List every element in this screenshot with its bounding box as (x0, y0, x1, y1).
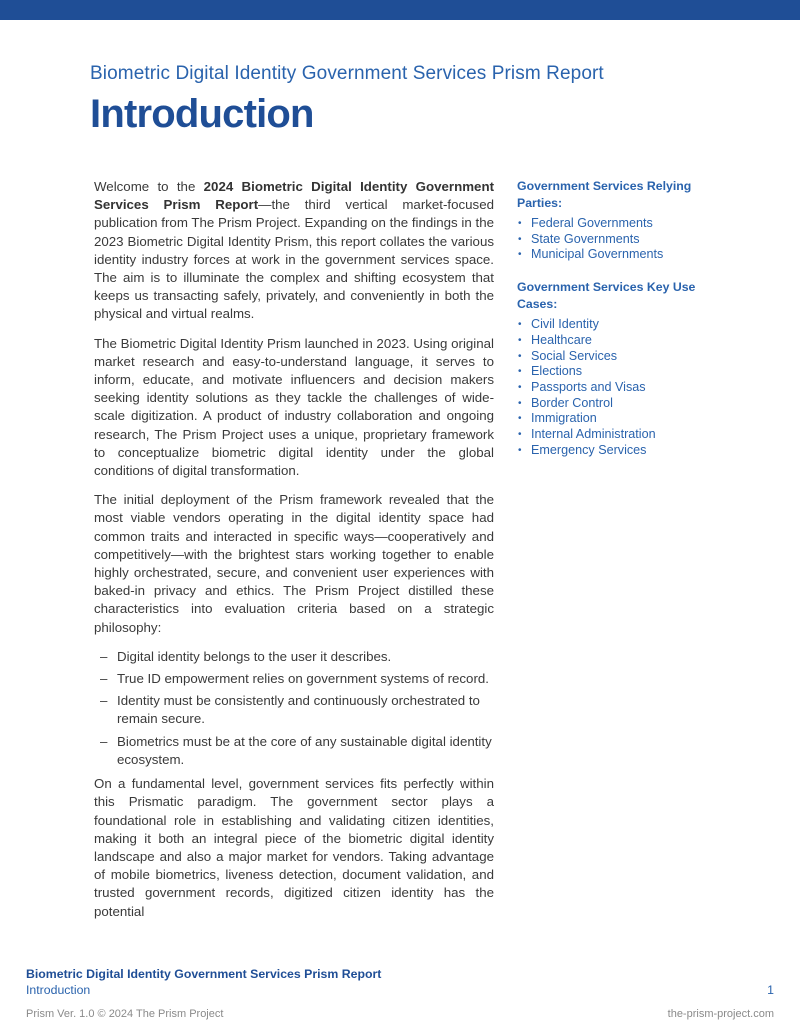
footer-section-name: Introduction (26, 983, 91, 997)
copyright-notice: Prism Ver. 1.0 © 2024 The Prism Project (26, 1008, 224, 1020)
main-body (94, 178, 494, 932)
bullet-icon: • (518, 218, 522, 229)
list-item: • Municipal Governments (518, 247, 664, 262)
list-item: • Social Services (518, 348, 618, 363)
list-item: • Elections (518, 364, 583, 379)
bullet-icon: • (518, 334, 522, 346)
bullet-icon: • (518, 429, 522, 441)
list-item: – True ID empowerment relies on government systems of record. (94, 670, 494, 688)
paragraph-framework: The initial deployment of the Prism framework revealed that the most viable vendors operating in the digital identity space had common traits and interacted in specific ways—cooperatively and competitively—with the brightest stars working together to enable highly orchestrated, secure, and convenient user experiences with baked-in privacy and ethics. The Prism Project distilled these characteristics into evaluation criteria based on a strategic philosophy: (94, 492, 494, 635)
list-item: – Biometrics must be at the core of any sustainable digital identity ecosystem. (100, 733, 492, 767)
list-item: – Identity must be consistently and continuously orchestrated to remain secure. (100, 693, 480, 727)
bullet-icon: • (518, 444, 522, 456)
sidebar (517, 178, 717, 474)
dash-bullet-icon: – (100, 648, 108, 664)
page-number: 1 (767, 983, 774, 997)
paragraph-launch: The Biometric Digital Identity Prism launched in 2023. Using original market research and easy-to-understand language, it serves to inform, educate, and motivate influencers and decision makers seeking identity solutions as they tackle the challenges of wide-scale digitization. A product of industry collaboration and ongoing research, The Prism Project uses a unique, proprietary framework to conceptualize biometric digital identity under the global conditions of digital transformation. (94, 335, 494, 479)
paragraph-government: On a fundamental level, government services fits perfectly within this Prismatic paradigm. The government sector plays a foundational role in establishing and validating citizen identities, making it both an integral piece of the biometric digital identity landscape and also a major market for vendors. Taking advantage of mobile biometrics, liveness detection, document validation, and trusted government records, digitized citizen identity has the potential (94, 776, 494, 919)
list-item: • Federal Governments (518, 216, 653, 230)
bullet-icon: • (518, 249, 522, 261)
page-title: Introduction (90, 92, 314, 136)
footer-report-title: Biometric Digital Identity Government Services Prism Report (26, 967, 382, 981)
website-link[interactable]: the-prism-project.com (667, 1008, 774, 1020)
bullet-icon: • (518, 381, 522, 393)
bullet-icon: • (518, 413, 522, 425)
bullet-icon: • (518, 366, 522, 378)
list-item: • Immigration (518, 411, 597, 426)
list-item: • Healthcare (518, 332, 592, 347)
list-item: – Digital identity belongs to the user it describes. (94, 648, 494, 666)
use-cases-heading: Government Services Key Use Cases: (517, 280, 696, 311)
dash-bullet-icon: – (100, 733, 108, 749)
relying-parties-list (517, 216, 717, 263)
bullet-icon: • (518, 350, 522, 362)
list-item: • Border Control (518, 395, 613, 410)
list-item: • State Governments (518, 231, 640, 246)
paragraph-welcome: Welcome to the 2024 Biometric Digital Identity Government Services Prism Report—the third vertical market-focused publication from The Prism Project. Expanding on the findings in the 2023 Biometric Digital Identity Prism, this report collates the various identity industry forces at work in the government services space. The aim is to illuminate the complex and shifting ecosystem that keeps us transacting safely, privately, and conveniently in both the physical and virtual realms. (94, 179, 494, 322)
report-subtitle: Biometric Digital Identity Government Services Prism Report (90, 63, 604, 84)
dash-bullet-icon: – (100, 693, 108, 709)
philosophy-list (94, 648, 494, 769)
relying-parties-heading: Government Services Relying Parties: (517, 179, 692, 210)
list-item: • Emergency Services (518, 442, 647, 457)
top-banner (0, 0, 800, 20)
dash-bullet-icon: – (100, 671, 108, 687)
report-name-bold: 2024 Biometric Digital Identity Government Services Prism Report (94, 179, 494, 213)
list-item: • Civil Identity (518, 317, 599, 332)
use-cases-list (517, 317, 717, 458)
bullet-icon: • (518, 233, 522, 245)
list-item: • Internal Administration (518, 427, 656, 442)
bullet-icon: • (518, 397, 522, 409)
bullet-icon: • (518, 319, 522, 331)
list-item: • Passports and Visas (518, 379, 646, 394)
